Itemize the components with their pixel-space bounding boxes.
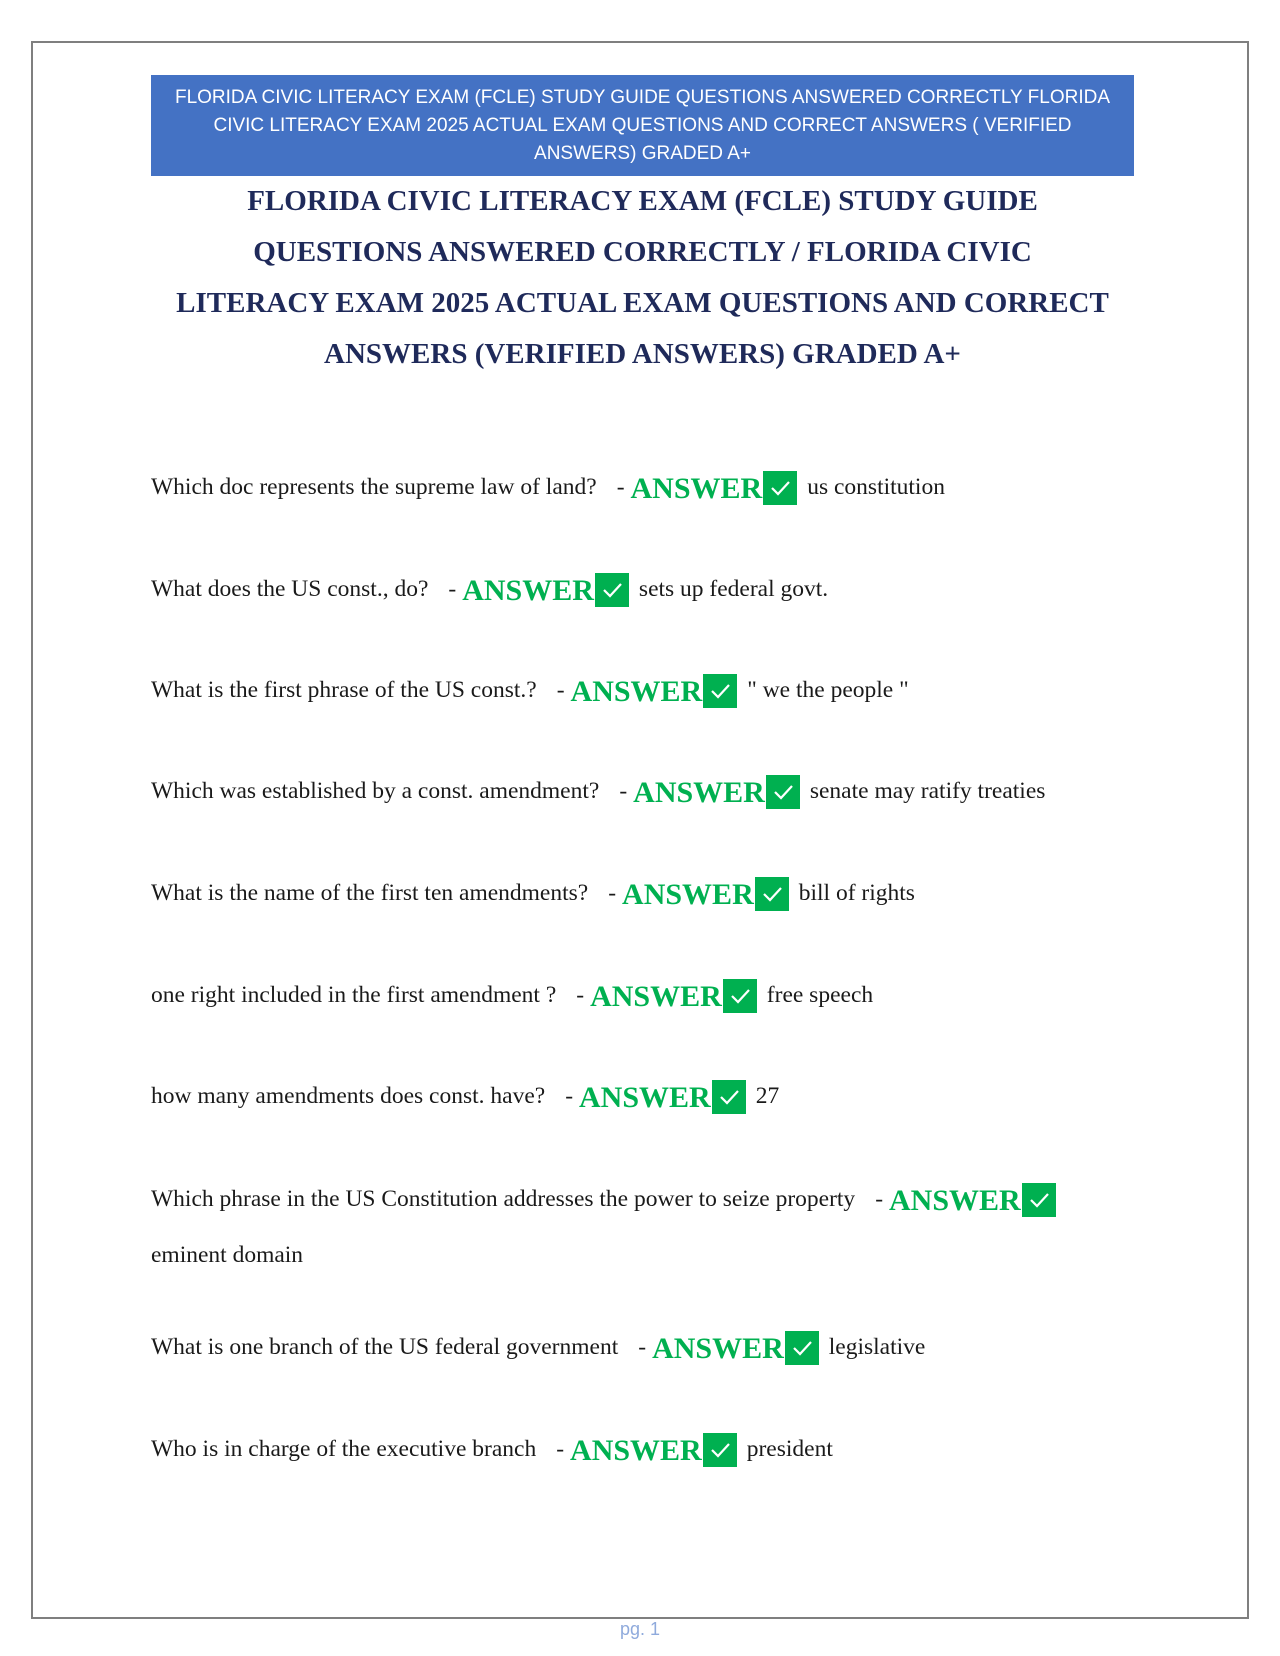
question-text: Who is in charge of the executive branch [151,1436,537,1462]
qa-item [151,975,1131,1014]
separator-dash: - [875,1186,884,1212]
question-text: Which phrase in the US Constitution addresses the power to seize property [151,1186,856,1212]
question-text: What is the first phrase of the US const.? [151,677,537,703]
answer-label: ANSWER [570,675,703,708]
answer-text: legislative [828,1334,926,1360]
separator-dash: - [556,677,565,703]
answer-text: us constitution [807,474,945,500]
separator-dash: - [608,880,617,906]
answer-label: ANSWER [889,1184,1021,1217]
question-text: how many amendments does const. have? [151,1083,546,1109]
answer-text: " we the people " [747,677,909,703]
qa-item [151,873,1131,912]
checkmark-icon [755,877,789,911]
answer-label: ANSWER [633,776,765,809]
separator-dash: - [556,1436,565,1462]
checkmark-icon [785,1331,819,1365]
question-text: Which was established by a const. amendment? [151,778,600,804]
answer-label: ANSWER [622,878,754,911]
qa-item [151,1076,1131,1115]
page-number: pg. 1 [619,1619,661,1639]
separator-dash: - [448,576,457,602]
header-banner [151,75,1134,176]
banner-text: FLORIDA CIVIC LITERACY EXAM (FCLE) STUDY GUIDE QUESTIONS ANSWERED CORRECTLY FLORIDA CIVIC LITERACY EXAM 2025 ACTUAL EXAM QUESTIONS AND CORRECT ANSWERS ( VERIFIED ANSWERS) GRADED A+ [174,87,1111,164]
checkmark-icon [723,979,757,1013]
checkmark-icon [766,775,800,809]
document-title [151,176,1134,380]
qa-item [151,467,1131,506]
answer-label: ANSWER [652,1332,784,1365]
qa-item [151,670,1131,709]
qa-item [151,1429,1131,1468]
qa-item [151,569,1131,608]
qa-item [151,771,1131,810]
answer-label: ANSWER [570,1434,702,1467]
answer-text: free speech [766,982,874,1008]
checkmark-icon [703,674,737,708]
separator-dash: - [619,778,628,804]
checkmark-icon [703,1433,737,1467]
answer-text: senate may ratify treaties [809,778,1046,804]
answer-label: ANSWER [630,472,763,505]
checkmark-icon [595,573,629,607]
title-line-4: ANSWERS (VERIFIED ANSWERS) GRADED A+ [324,338,961,370]
separator-dash: - [616,474,625,500]
separator-dash: - [565,1083,574,1109]
separator-dash: - [638,1334,647,1360]
question-text: What is the name of the first ten amendments? [151,880,589,906]
qa-item [151,1327,1131,1366]
answer-text: sets up federal govt. [638,576,829,602]
separator-dash: - [576,982,585,1008]
question-text: What does the US const., do? [151,576,429,602]
answer-text: president [746,1436,833,1462]
question-text: Which doc represents the supreme law of land? [151,474,597,500]
answer-text: bill of rights [798,880,915,906]
answer-text: eminent domain [151,1242,304,1268]
title-line-3: LITERACY EXAM 2025 ACTUAL EXAM QUESTIONS AND CORRECT [176,287,1109,319]
answer-label: ANSWER [579,1081,711,1114]
title-line-1: FLORIDA CIVIC LITERACY EXAM (FCLE) STUDY GUIDE [247,185,1038,217]
answer-label: ANSWER [590,980,722,1013]
checkmark-icon [712,1080,746,1114]
question-text: one right included in the first amendment ? [151,982,557,1008]
question-text: What is one branch of the US federal government [151,1334,619,1360]
qa-item [151,1169,1111,1283]
checkmark-icon [1022,1183,1056,1217]
answer-text: 27 [755,1083,780,1109]
checkmark-icon [763,471,797,505]
answer-label: ANSWER [462,574,594,607]
title-line-2: QUESTIONS ANSWERED CORRECTLY / FLORIDA CIVIC [253,236,1032,268]
